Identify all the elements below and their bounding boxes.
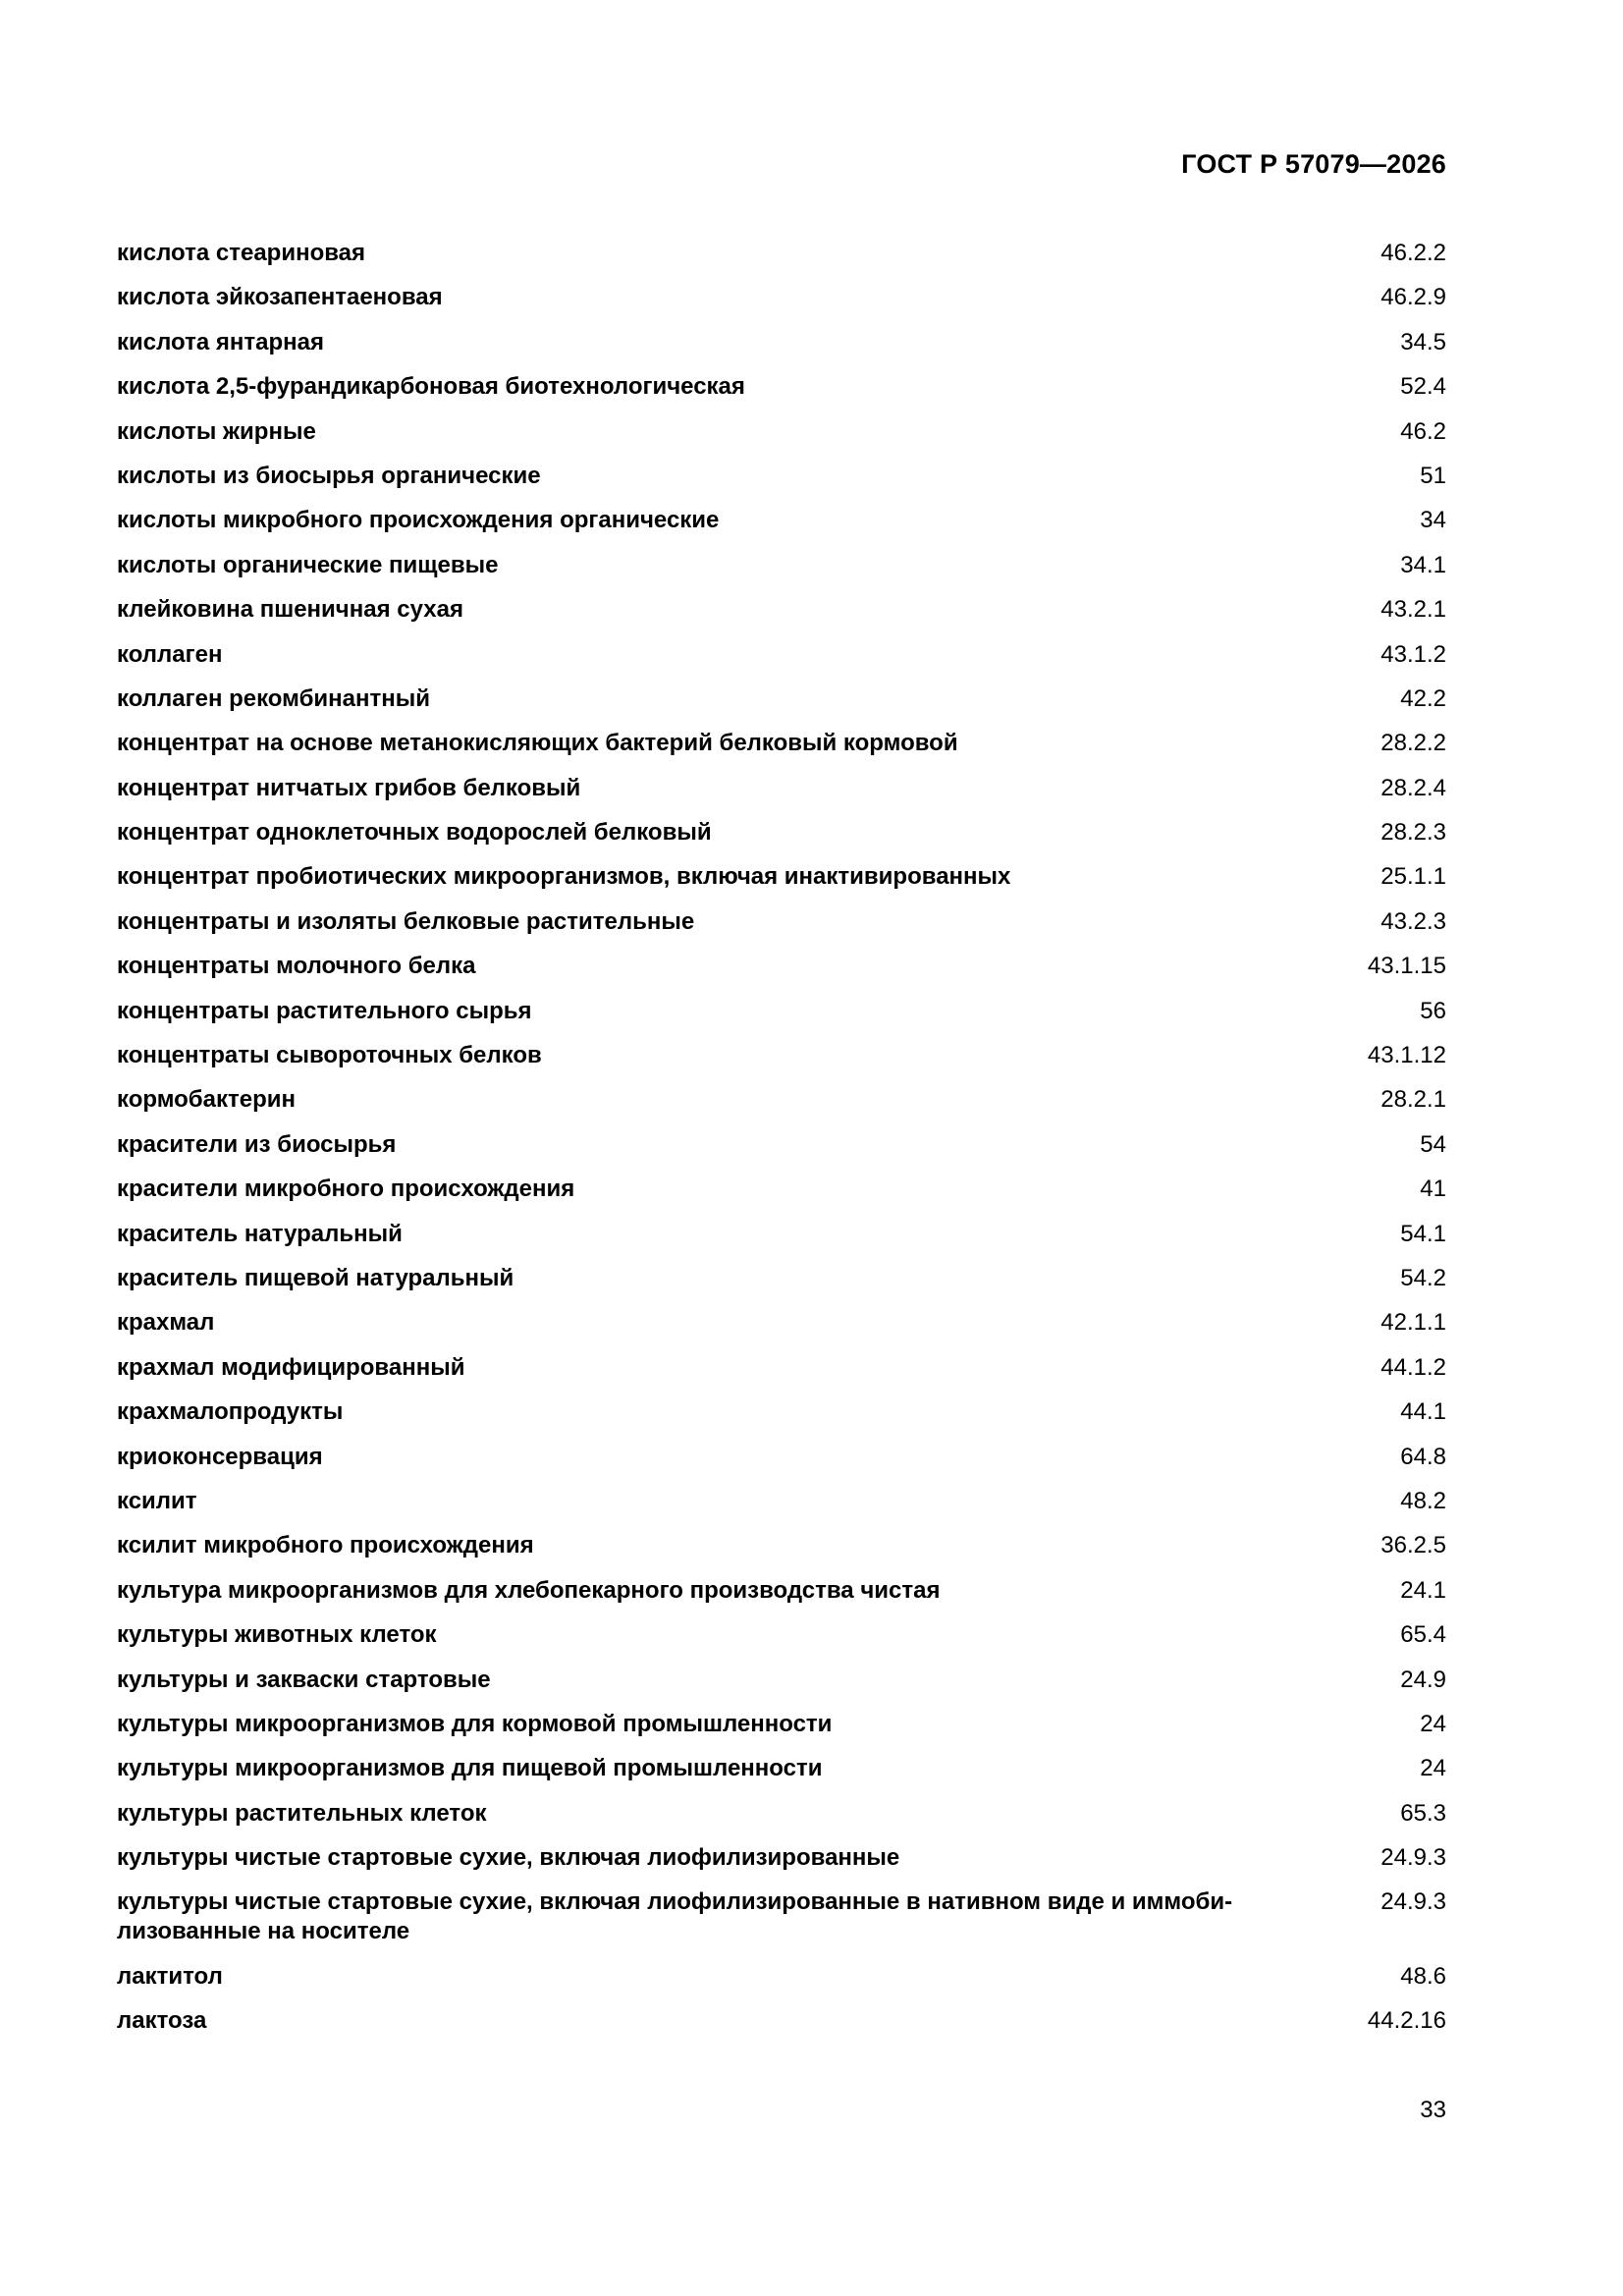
index-entry: [117, 1843, 1446, 1887]
index-term: коллаген рекомбинантный: [117, 684, 431, 712]
index-entry: [117, 1308, 1446, 1352]
index-term: крахмал: [117, 1309, 215, 1337]
index-entry: [117, 1487, 1446, 1531]
index-term: кислоты жирные: [117, 417, 316, 445]
index-entry: [117, 640, 1446, 684]
index-term: кислоты из биосырья органические: [117, 462, 541, 489]
index-entry: [117, 239, 1446, 283]
index-term: лактоза: [117, 2007, 207, 2035]
index-entry: [117, 997, 1446, 1041]
subject-index-list: [117, 239, 1446, 2051]
index-entry: [117, 1754, 1446, 1798]
index-reference: 24: [1420, 1710, 1446, 1737]
index-term: концентрат на основе метанокисляющих бактерий белковый кормовой: [117, 730, 958, 757]
index-entry: [117, 818, 1446, 862]
index-term: крахмалопродукты: [117, 1398, 344, 1426]
index-reference: 43.1.2: [1380, 640, 1446, 668]
index-term: культуры чистые стартовые сухие, включая лиофилизированные: [117, 1844, 900, 1872]
index-reference: 64.8: [1400, 1443, 1446, 1470]
index-reference: 34.1: [1400, 551, 1446, 578]
index-entry: [117, 1041, 1446, 1085]
index-reference: 43.2.3: [1380, 907, 1446, 935]
index-term: концентраты сывороточных белков: [117, 1042, 542, 1069]
index-entry: [117, 1531, 1446, 1575]
index-entry: [117, 1175, 1446, 1219]
index-term: кислота янтарная: [117, 328, 324, 355]
index-term: кислоты органические пищевые: [117, 551, 499, 578]
index-entry: [117, 2006, 1446, 2050]
index-reference: 44.2.16: [1367, 2007, 1446, 2035]
index-reference: 43.1.12: [1367, 1042, 1446, 1069]
index-reference: 46.2: [1400, 417, 1446, 445]
index-term: культуры животных клеток: [117, 1621, 437, 1649]
index-entry: [117, 1620, 1446, 1665]
index-term: культура микроорганизмов для хлебопекарного производства чистая: [117, 1576, 941, 1604]
index-reference: 46.2.2: [1380, 240, 1446, 266]
index-reference: 28.2.3: [1380, 819, 1446, 847]
index-term: концентрат одноклеточных водорослей белковый: [117, 819, 712, 847]
index-reference: 24.9.3: [1380, 1888, 1446, 1916]
index-entry: [117, 328, 1446, 372]
index-reference: 56: [1420, 997, 1446, 1024]
index-reference: 65.4: [1400, 1621, 1446, 1649]
index-reference: 54.1: [1400, 1220, 1446, 1247]
index-reference: 41: [1420, 1175, 1446, 1203]
index-entry: [117, 774, 1446, 818]
index-term: краситель натуральный: [117, 1220, 403, 1247]
index-entry: [117, 907, 1446, 952]
index-term: кормобактерин: [117, 1086, 296, 1114]
index-reference: 46.2.9: [1380, 284, 1446, 311]
index-entry: [117, 417, 1446, 462]
index-reference: 43.1.15: [1367, 953, 1446, 980]
index-entry: [117, 1799, 1446, 1843]
index-term: криоконсервация: [117, 1443, 323, 1470]
index-entry: [117, 684, 1446, 729]
index-entry: [117, 551, 1446, 595]
index-entry: [117, 1353, 1446, 1397]
index-reference: 24: [1420, 1755, 1446, 1782]
index-term: кислота эйкозапентаеновая: [117, 284, 443, 311]
index-term: культуры микроорганизмов для пищевой промышленности: [117, 1755, 823, 1782]
index-entry: [117, 283, 1446, 327]
index-reference: 24.9: [1400, 1666, 1446, 1693]
index-reference: 54: [1420, 1130, 1446, 1158]
index-reference: 52.4: [1400, 373, 1446, 401]
index-entry: [117, 1397, 1446, 1442]
index-term: ксилит микробного происхождения: [117, 1532, 534, 1559]
index-term: лактитол: [117, 1963, 223, 1991]
index-term: крахмал модифицированный: [117, 1353, 465, 1381]
index-term: концентраты растительного сырья: [117, 997, 532, 1024]
index-entry: [117, 952, 1446, 996]
index-reference: 54.2: [1400, 1264, 1446, 1291]
index-entry: [117, 1130, 1446, 1175]
index-entry: [117, 1710, 1446, 1754]
index-reference: 28.2.1: [1380, 1086, 1446, 1114]
index-reference: 43.2.1: [1380, 596, 1446, 624]
index-term: красители из биосырья: [117, 1130, 397, 1158]
index-term: кислота стеариновая: [117, 240, 366, 266]
index-term: краситель пищевой натуральный: [117, 1264, 514, 1291]
index-entry: [117, 729, 1446, 773]
index-reference: 44.1.2: [1380, 1353, 1446, 1381]
index-entry: [117, 506, 1446, 550]
index-reference: 42.1.1: [1380, 1309, 1446, 1337]
index-term: концентрат нитчатых грибов белковый: [117, 774, 581, 801]
index-reference: 28.2.4: [1380, 774, 1446, 801]
index-reference: 36.2.5: [1380, 1532, 1446, 1559]
document-header: ГОСТ Р 57079—2026: [1181, 149, 1446, 179]
page-number: 33: [1420, 2097, 1446, 2123]
index-reference: 34: [1420, 507, 1446, 534]
index-reference: 42.2: [1400, 684, 1446, 712]
index-term: красители микробного происхождения: [117, 1175, 575, 1203]
index-reference: 48.2: [1400, 1487, 1446, 1514]
index-entry: [117, 1264, 1446, 1308]
index-term: клейковина пшеничная сухая: [117, 596, 463, 624]
index-entry: [117, 1085, 1446, 1129]
index-reference: 24.1: [1400, 1576, 1446, 1604]
index-term: концентраты и изоляты белковые растительные: [117, 907, 695, 935]
index-reference: 25.1.1: [1380, 863, 1446, 891]
index-term: концентрат пробиотических микроорганизмов, включая инактивированных: [117, 863, 1011, 891]
index-term: культуры микроорганизмов для кормовой промышленности: [117, 1710, 833, 1737]
index-reference: 51: [1420, 462, 1446, 489]
index-entry: [117, 1962, 1446, 2006]
index-term: концентраты молочного белка: [117, 953, 476, 980]
index-entry: [117, 372, 1446, 416]
index-term: ксилит: [117, 1487, 197, 1514]
index-term: кислота 2,5-фурандикарбоновая биотехнологическая: [117, 373, 745, 401]
index-entry: [117, 1443, 1446, 1487]
index-term: коллаген: [117, 640, 223, 668]
index-entry: [117, 862, 1446, 906]
index-entry: [117, 1220, 1446, 1264]
index-entry: [117, 1666, 1446, 1710]
index-entry: [117, 1887, 1446, 1962]
index-term: культуры и закваски стартовые: [117, 1666, 491, 1693]
index-reference: 28.2.2: [1380, 730, 1446, 757]
index-reference: 34.5: [1400, 328, 1446, 355]
index-reference: 48.6: [1400, 1963, 1446, 1991]
index-reference: 44.1: [1400, 1398, 1446, 1426]
index-entry: [117, 1576, 1446, 1620]
index-term: культуры чистые стартовые сухие, включая лиофилизированные в нативном виде и иммоби- лизованные на носителе: [117, 1888, 1233, 1945]
index-reference: 24.9.3: [1380, 1844, 1446, 1872]
index-term: культуры растительных клеток: [117, 1799, 487, 1827]
index-term: кислоты микробного происхождения органические: [117, 507, 720, 534]
index-entry: [117, 462, 1446, 506]
index-reference: 65.3: [1400, 1799, 1446, 1827]
index-entry: [117, 595, 1446, 639]
